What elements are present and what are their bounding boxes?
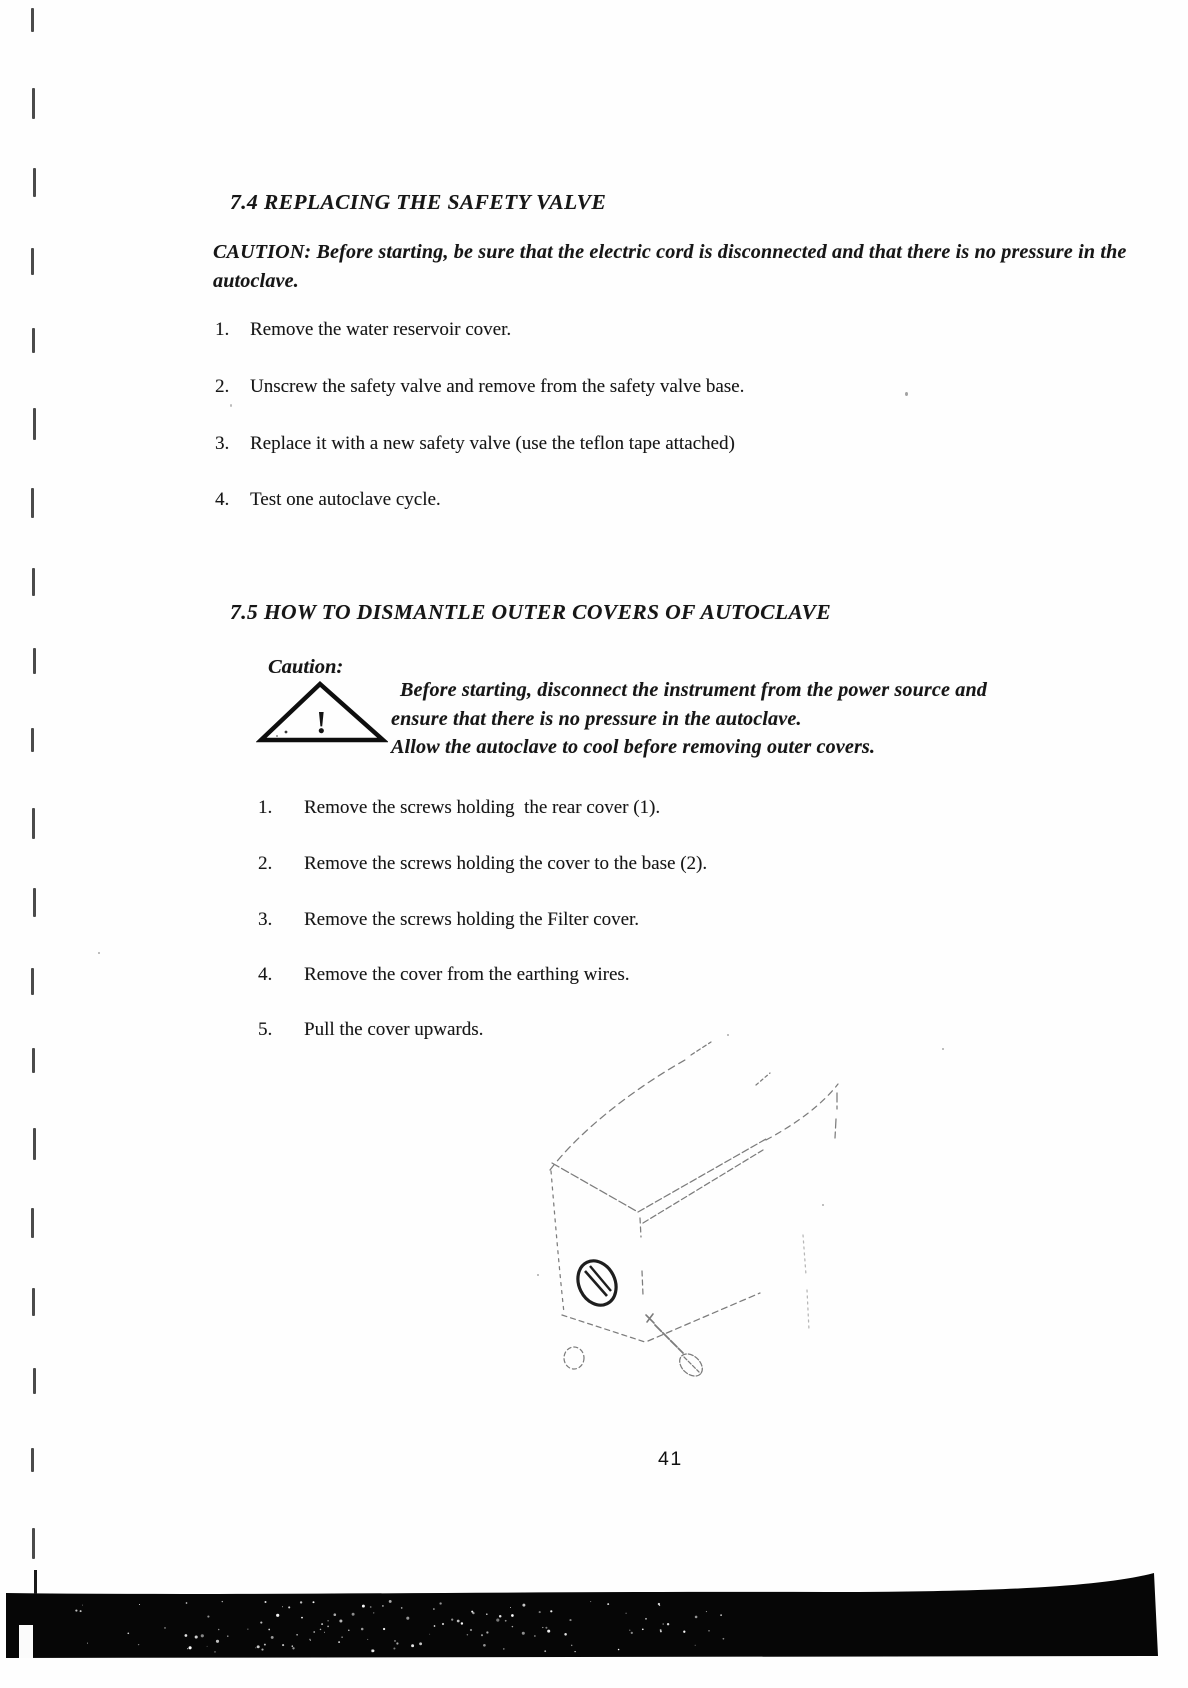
- caution-line: Before starting, disconnect the instrument from the power source and: [400, 679, 987, 701]
- step-number: 4.: [258, 964, 273, 985]
- section-7-5-heading: 7.5 HOW TO DISMANTLE OUTER COVERS OF AUTOCLAVE: [230, 600, 832, 624]
- step-number: 2.: [258, 853, 273, 874]
- scan-artifact-tick: [31, 1208, 34, 1238]
- scan-artifact-tick: [31, 968, 34, 995]
- step-number: 3.: [215, 433, 230, 454]
- scan-artifact-tick: [31, 728, 34, 752]
- scan-artifact-tick: [32, 88, 35, 119]
- caution-line: ensure that there is no pressure in the autoclave.: [391, 707, 802, 730]
- vent-emblem: [571, 1254, 624, 1311]
- scan-artifact-tick: [32, 1048, 35, 1073]
- step-text: Remove the screws holding the Filter cover.: [304, 909, 640, 930]
- step-number: 2.: [215, 376, 230, 397]
- autoclave-rear-cover-sketch: [478, 975, 878, 1395]
- warning-triangle-icon: [256, 680, 388, 746]
- scan-speck: [98, 952, 100, 954]
- step-number: 4.: [215, 489, 230, 510]
- scan-artifact-tick: [32, 328, 35, 353]
- scan-artifact-tick: [31, 8, 34, 32]
- scan-artifact-tick: [32, 568, 35, 596]
- scan-artifact-tick: [34, 1570, 37, 1594]
- step-number: 5.: [258, 1019, 273, 1040]
- section-7-4-caution-text: CAUTION: Before starting, be sure that the electric cord is disconnected and that there is no pressure in the autoclave.: [213, 241, 1127, 292]
- caution-label: Caution:: [268, 656, 344, 678]
- step-text: Remove the screws holding the cover to the base (2).: [304, 853, 708, 874]
- scan-artifact-tick: [33, 408, 36, 440]
- page-number: 41: [658, 1448, 683, 1470]
- step-number: 1.: [258, 797, 273, 818]
- step-text: Remove the cover from the earthing wires.: [304, 964, 630, 985]
- scan-artifact-tick: [33, 168, 36, 197]
- scan-artifact-tick: [32, 1288, 35, 1316]
- section-7-4-heading: 7.4 REPLACING THE SAFETY VALVE: [230, 190, 607, 214]
- scan-speck: [905, 392, 908, 396]
- step-text: Unscrew the safety valve and remove from the safety valve base.: [250, 376, 745, 397]
- scan-strip-notch: [19, 1625, 33, 1658]
- scan-artifact-tick: [31, 1448, 34, 1472]
- step-text: Remove the water reservoir cover.: [250, 319, 512, 340]
- step-text: Remove the screws holding the rear cover (1).: [304, 797, 661, 818]
- step-number: 3.: [258, 909, 273, 930]
- scan-artifact-tick: [32, 1528, 35, 1559]
- caution-line: Allow the autoclave to cool before removing outer covers.: [391, 736, 876, 758]
- scan-artifact-tick: [33, 648, 36, 674]
- scan-artifact-tick: [33, 1368, 36, 1394]
- scan-artifact-tick: [33, 888, 36, 917]
- caution-text-block: [391, 676, 987, 762]
- scan-artifact-tick: [32, 808, 35, 839]
- scan-artifact-tick: [33, 1128, 36, 1160]
- step-text: Pull the cover upwards.: [304, 1019, 484, 1040]
- scan-speck: [942, 1048, 944, 1050]
- step-text: Test one autoclave cycle.: [250, 489, 441, 510]
- exclamation-glyph: !: [316, 704, 327, 740]
- step-text: Replace it with a new safety valve (use the teflon tape attached): [250, 433, 735, 454]
- scan-artifact-strip: [6, 1570, 1162, 1662]
- step-number: 1.: [215, 319, 230, 340]
- scan-artifact-tick: [31, 248, 34, 275]
- scan-speck: [230, 404, 232, 407]
- scan-artifact-tick: [31, 488, 34, 518]
